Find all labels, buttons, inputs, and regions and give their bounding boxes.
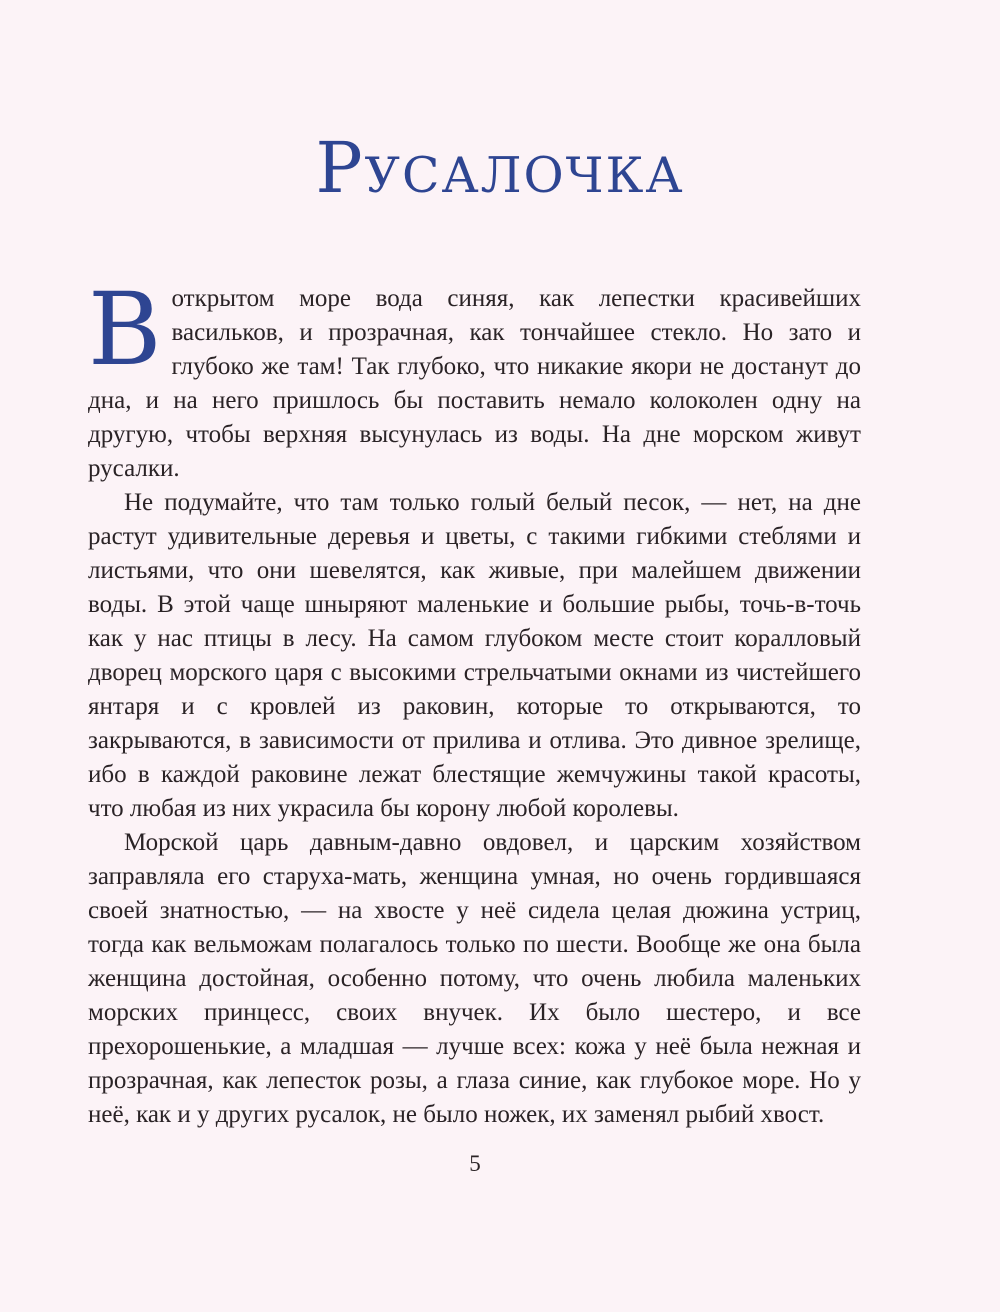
paragraph-2: Не подумайте, что там только голый белый песок, — нет, на дне растут удивительные деревья и цветы, с такими гибкими стеблями и листьями, что они шевелятся, как живые, при малейшем движении воды. В этой чаще шныряют маленькие и большие рыбы, точь-в-точь как у нас птицы в лесу. На самом глубоком месте стоит коралловый дворец морского царя с высокими стрельчатыми окнами из чистейшего янтаря и с кровлей из раковин, которые то открываются, то закрываются, в зависимости от прилива и отлива. Это дивное зрелище, ибо в каждой раковине лежат блестящие жемчужины такой красоты, что любая из них украсила бы корону любой королевы. — [88, 489, 861, 822]
paragraph-1 — [88, 271, 861, 486]
paragraph-1-text: открытом море вода синяя, как лепестки красивейших васильков, и прозрачная, как тончайшее стекло. Но зато и глубоко же там! Так глубоко, что никакие якори не достанут до дна, и на него пришлось бы поставить немало колоколен одну на другую, чтобы верхняя высунулась из воды. На дне морском живут русалки. — [88, 285, 861, 482]
chapter-title: Русалочка — [315, 127, 685, 209]
page-number: 5 — [469, 1151, 481, 1176]
body-text — [88, 271, 861, 1132]
drop-cap: В — [88, 271, 162, 388]
paragraph-3: Морской царь давным-давно овдовел, и царским хозяйством заправляла его старуха-мать, женщина умная, но очень гордившаяся своей знатностью, — на хвосте у неё сидела целая дюжина устриц, тогда как вельможам полагалось только по шести. Вообще же она была женщина достойная, особенно потому, что очень любила маленьких морских принцесс, своих внучек. Их было шестеро, и все прехорошенькие, а младшая — лучше всех: кожа у неё была нежная и прозрачная, как лепесток розы, а глаза синие, как глубокое море. Но у неё, как и у других русалок, не было ножек, их заменял рыбий хвост. — [88, 829, 861, 1128]
